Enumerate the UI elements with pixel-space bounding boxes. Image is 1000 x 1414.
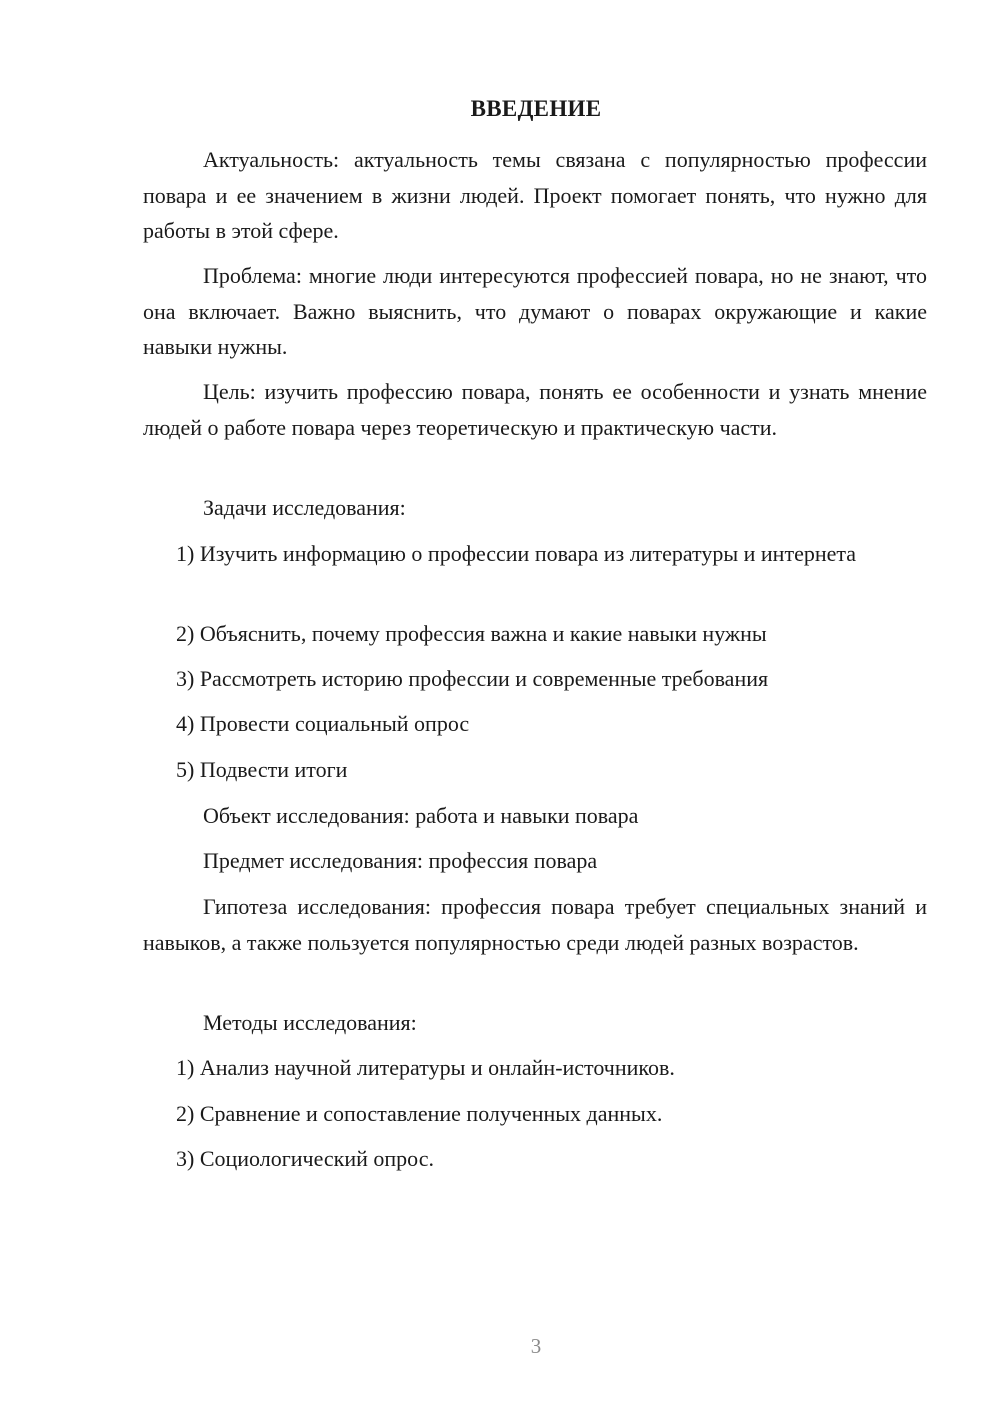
method-item: 2) Сравнение и сопоставление полученных данных.	[176, 1101, 663, 1126]
task-item: 4) Провести социальный опрос	[176, 711, 470, 736]
goal-paragraph: Цель: изучить профессию повара, понять ее особенности и узнать мнение людей о работе повара через теоретическую и практическую части.	[143, 379, 927, 440]
object-line: Объект исследования: работа и навыки повара	[203, 803, 639, 828]
method-item: 3) Социологический опрос.	[176, 1146, 434, 1171]
task-item: 2) Объяснить, почему профессия важна и какие навыки нужны	[176, 621, 767, 646]
task-item: 1) Изучить информацию о профессии повара из литературы и интернета	[176, 541, 857, 566]
task-item: 3) Рассмотреть историю профессии и современные требования	[176, 666, 769, 691]
relevance-paragraph: Актуальность: актуальность темы связана с популярностью профессии повара и ее значением в жизни людей. Проект помогает понять, что нужно для работы в этой сфере.	[143, 147, 927, 243]
method-item: 1) Анализ научной литературы и онлайн-источников.	[176, 1055, 675, 1080]
task-item: 5) Подвести итоги	[176, 757, 348, 782]
tasks-heading: Задачи исследования:	[203, 495, 406, 520]
problem-paragraph: Проблема: многие люди интересуются профессией повара, но не знают, что она включает. Важно выяснить, что думают о поварах окружающие и какие навыки нужны.	[143, 263, 927, 359]
page-title: ВВЕДЕНИЕ	[470, 96, 602, 121]
subject-line: Предмет исследования: профессия повара	[203, 848, 598, 873]
page-number: 3	[530, 1334, 542, 1358]
methods-heading: Методы исследования:	[203, 1010, 417, 1035]
hypothesis-paragraph: Гипотеза исследования: профессия повара требует специальных знаний и навыков, а также пользуется популярностью среди людей разных возрастов.	[143, 894, 927, 955]
